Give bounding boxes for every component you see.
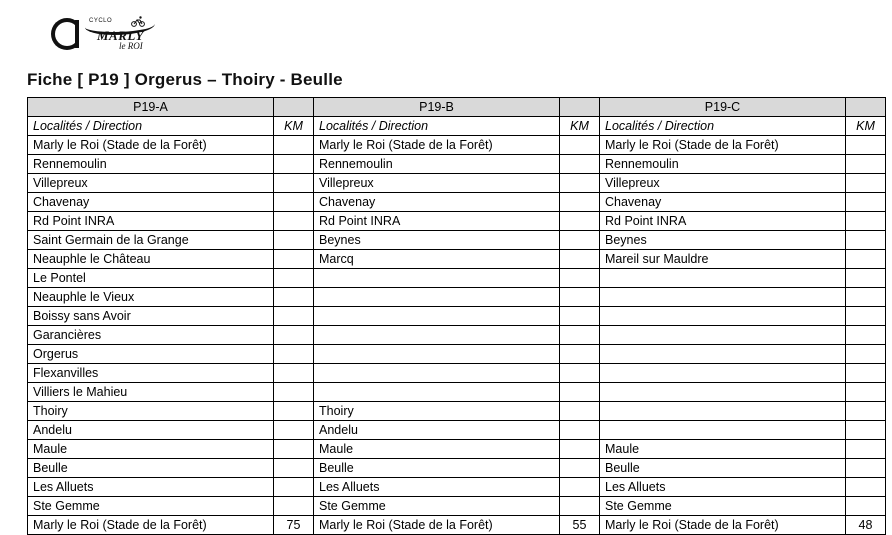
group-header-p19c: P19-C xyxy=(600,98,846,117)
cell-locality-b: Marly le Roi (Stade de la Forêt) xyxy=(314,516,560,535)
cell-km-b xyxy=(560,326,600,345)
cell-km-b xyxy=(560,364,600,383)
cell-km-b xyxy=(560,136,600,155)
cell-km-b xyxy=(560,250,600,269)
cell-km-c: 48 xyxy=(846,516,886,535)
cell-km-a xyxy=(274,383,314,402)
cell-km-c xyxy=(846,402,886,421)
cell-locality-c: Marly le Roi (Stade de la Forêt) xyxy=(600,136,846,155)
cell-locality-c: Beulle xyxy=(600,459,846,478)
cell-km-b xyxy=(560,269,600,288)
cell-locality-b: Andelu xyxy=(314,421,560,440)
cell-km-c xyxy=(846,459,886,478)
cell-km-c xyxy=(846,478,886,497)
cell-locality-c: Villepreux xyxy=(600,174,846,193)
table-row xyxy=(28,269,886,288)
cell-km-c xyxy=(846,155,886,174)
table-row xyxy=(28,307,886,326)
cell-km-a xyxy=(274,364,314,383)
table-row xyxy=(28,402,886,421)
cell-locality-b: Beulle xyxy=(314,459,560,478)
cell-locality-a: Neauphle le Château xyxy=(28,250,274,269)
cell-km-a xyxy=(274,231,314,250)
cell-km-b xyxy=(560,459,600,478)
table-row xyxy=(28,193,886,212)
cell-locality-a: Thoiry xyxy=(28,402,274,421)
cell-locality-a: Le Pontel xyxy=(28,269,274,288)
col-header-locality-c: Localités / Direction xyxy=(600,117,846,136)
cell-km-c xyxy=(846,421,886,440)
cell-km-a xyxy=(274,155,314,174)
table-row xyxy=(28,364,886,383)
cell-km-a xyxy=(274,402,314,421)
group-header-p19a: P19-A xyxy=(28,98,274,117)
cell-km-a xyxy=(274,326,314,345)
cell-locality-a: Garancières xyxy=(28,326,274,345)
cell-km-c xyxy=(846,174,886,193)
cell-km-b xyxy=(560,155,600,174)
cell-km-a xyxy=(274,307,314,326)
cell-km-c xyxy=(846,212,886,231)
cell-km-b xyxy=(560,212,600,231)
cell-locality-c: Maule xyxy=(600,440,846,459)
table-row xyxy=(28,516,886,535)
cell-km-a xyxy=(274,250,314,269)
group-header-p19c-km-spacer xyxy=(846,98,886,117)
routes-table-body xyxy=(28,136,886,535)
cell-locality-c xyxy=(600,383,846,402)
cell-locality-c: Beynes xyxy=(600,231,846,250)
cell-km-a xyxy=(274,193,314,212)
logo-bar-icon xyxy=(75,20,79,48)
cell-locality-b: Ste Gemme xyxy=(314,497,560,516)
routes-table-wrapper xyxy=(27,97,885,535)
cell-locality-a: Beulle xyxy=(28,459,274,478)
cell-locality-b xyxy=(314,383,560,402)
cell-km-c xyxy=(846,193,886,212)
cell-km-a: 75 xyxy=(274,516,314,535)
cell-locality-b: Beynes xyxy=(314,231,560,250)
group-header-p19a-km-spacer xyxy=(274,98,314,117)
table-row xyxy=(28,231,886,250)
table-row xyxy=(28,345,886,364)
cell-locality-a: Maule xyxy=(28,440,274,459)
cell-locality-b: Marly le Roi (Stade de la Forêt) xyxy=(314,136,560,155)
cell-locality-c: Rd Point INRA xyxy=(600,212,846,231)
cell-locality-c xyxy=(600,307,846,326)
table-row xyxy=(28,174,886,193)
logo-brand-text: MARLY xyxy=(97,28,144,43)
cell-locality-c xyxy=(600,364,846,383)
table-row xyxy=(28,136,886,155)
cell-locality-c: Rennemoulin xyxy=(600,155,846,174)
cell-km-c xyxy=(846,326,886,345)
routes-table xyxy=(27,97,886,535)
cell-locality-a: Marly le Roi (Stade de la Forêt) xyxy=(28,136,274,155)
cell-km-b xyxy=(560,383,600,402)
cell-km-b xyxy=(560,288,600,307)
cell-locality-b: Rennemoulin xyxy=(314,155,560,174)
cell-locality-a: Villiers le Mahieu xyxy=(28,383,274,402)
cell-km-c xyxy=(846,231,886,250)
cell-locality-a: Villepreux xyxy=(28,174,274,193)
cell-km-b xyxy=(560,402,600,421)
cell-km-b xyxy=(560,231,600,250)
cell-km-a xyxy=(274,459,314,478)
cell-locality-c xyxy=(600,402,846,421)
cell-locality-a: Flexanvilles xyxy=(28,364,274,383)
cell-km-a xyxy=(274,478,314,497)
col-header-km-a: KM xyxy=(274,117,314,136)
group-header-row xyxy=(28,98,886,117)
cell-locality-a: Saint Germain de la Grange xyxy=(28,231,274,250)
cell-locality-b xyxy=(314,326,560,345)
cell-km-c xyxy=(846,364,886,383)
cell-locality-c xyxy=(600,345,846,364)
cell-km-b xyxy=(560,307,600,326)
cell-km-b xyxy=(560,440,600,459)
table-row xyxy=(28,421,886,440)
cell-km-c xyxy=(846,269,886,288)
cell-locality-a: Rd Point INRA xyxy=(28,212,274,231)
cell-locality-a: Les Alluets xyxy=(28,478,274,497)
cell-km-c xyxy=(846,250,886,269)
cell-locality-b xyxy=(314,288,560,307)
cell-locality-b xyxy=(314,307,560,326)
cell-locality-b: Maule xyxy=(314,440,560,459)
cell-locality-b xyxy=(314,364,560,383)
cell-km-b xyxy=(560,421,600,440)
cell-locality-c xyxy=(600,421,846,440)
cell-locality-b: Chavenay xyxy=(314,193,560,212)
table-row xyxy=(28,383,886,402)
col-header-locality-b: Localités / Direction xyxy=(314,117,560,136)
cell-locality-b: Les Alluets xyxy=(314,478,560,497)
cell-locality-b xyxy=(314,269,560,288)
cell-locality-a: Ste Gemme xyxy=(28,497,274,516)
cell-km-b: 55 xyxy=(560,516,600,535)
cell-km-c xyxy=(846,440,886,459)
cell-locality-a: Neauphle le Vieux xyxy=(28,288,274,307)
club-logo xyxy=(45,12,175,56)
table-row xyxy=(28,440,886,459)
table-row xyxy=(28,478,886,497)
cyclist-icon xyxy=(131,15,145,27)
cell-locality-a: Andelu xyxy=(28,421,274,440)
cell-km-c xyxy=(846,136,886,155)
cell-km-a xyxy=(274,288,314,307)
table-row xyxy=(28,459,886,478)
cell-km-a xyxy=(274,440,314,459)
col-header-km-b: KM xyxy=(560,117,600,136)
cell-locality-c xyxy=(600,288,846,307)
logo-sub-text: le ROI xyxy=(119,41,143,51)
cell-locality-b: Marcq xyxy=(314,250,560,269)
logo-tiny-text: CYCLO xyxy=(89,18,113,24)
cell-km-b xyxy=(560,193,600,212)
cell-km-a xyxy=(274,345,314,364)
cell-km-a xyxy=(274,174,314,193)
cell-km-b xyxy=(560,478,600,497)
col-header-km-c: KM xyxy=(846,117,886,136)
page-title: Fiche [ P19 ] Orgerus – Thoiry - Beulle xyxy=(27,70,343,89)
cell-km-c xyxy=(846,383,886,402)
cell-km-b xyxy=(560,174,600,193)
cell-locality-b xyxy=(314,345,560,364)
group-header-p19b: P19-B xyxy=(314,98,560,117)
cell-locality-c xyxy=(600,326,846,345)
table-row xyxy=(28,212,886,231)
table-row xyxy=(28,326,886,345)
cell-km-c xyxy=(846,288,886,307)
cell-km-b xyxy=(560,345,600,364)
cell-km-c xyxy=(846,307,886,326)
cell-locality-b: Villepreux xyxy=(314,174,560,193)
cell-km-a xyxy=(274,136,314,155)
cell-km-c xyxy=(846,345,886,364)
table-row xyxy=(28,250,886,269)
cell-locality-b: Rd Point INRA xyxy=(314,212,560,231)
cell-locality-c: Mareil sur Mauldre xyxy=(600,250,846,269)
table-row xyxy=(28,155,886,174)
cell-locality-c: Marly le Roi (Stade de la Forêt) xyxy=(600,516,846,535)
cell-km-a xyxy=(274,269,314,288)
cell-locality-b: Thoiry xyxy=(314,402,560,421)
group-header-p19b-km-spacer xyxy=(560,98,600,117)
col-header-locality-a: Localités / Direction xyxy=(28,117,274,136)
cell-km-a xyxy=(274,421,314,440)
cell-locality-a: Rennemoulin xyxy=(28,155,274,174)
cell-locality-c xyxy=(600,269,846,288)
cell-locality-c: Ste Gemme xyxy=(600,497,846,516)
cell-locality-c: Les Alluets xyxy=(600,478,846,497)
cell-locality-c: Chavenay xyxy=(600,193,846,212)
table-row xyxy=(28,288,886,307)
cell-locality-a: Marly le Roi (Stade de la Forêt) xyxy=(28,516,274,535)
cell-locality-a: Boissy sans Avoir xyxy=(28,307,274,326)
cell-locality-a: Chavenay xyxy=(28,193,274,212)
cell-locality-a: Orgerus xyxy=(28,345,274,364)
column-header-row xyxy=(28,117,886,136)
cell-km-a xyxy=(274,212,314,231)
